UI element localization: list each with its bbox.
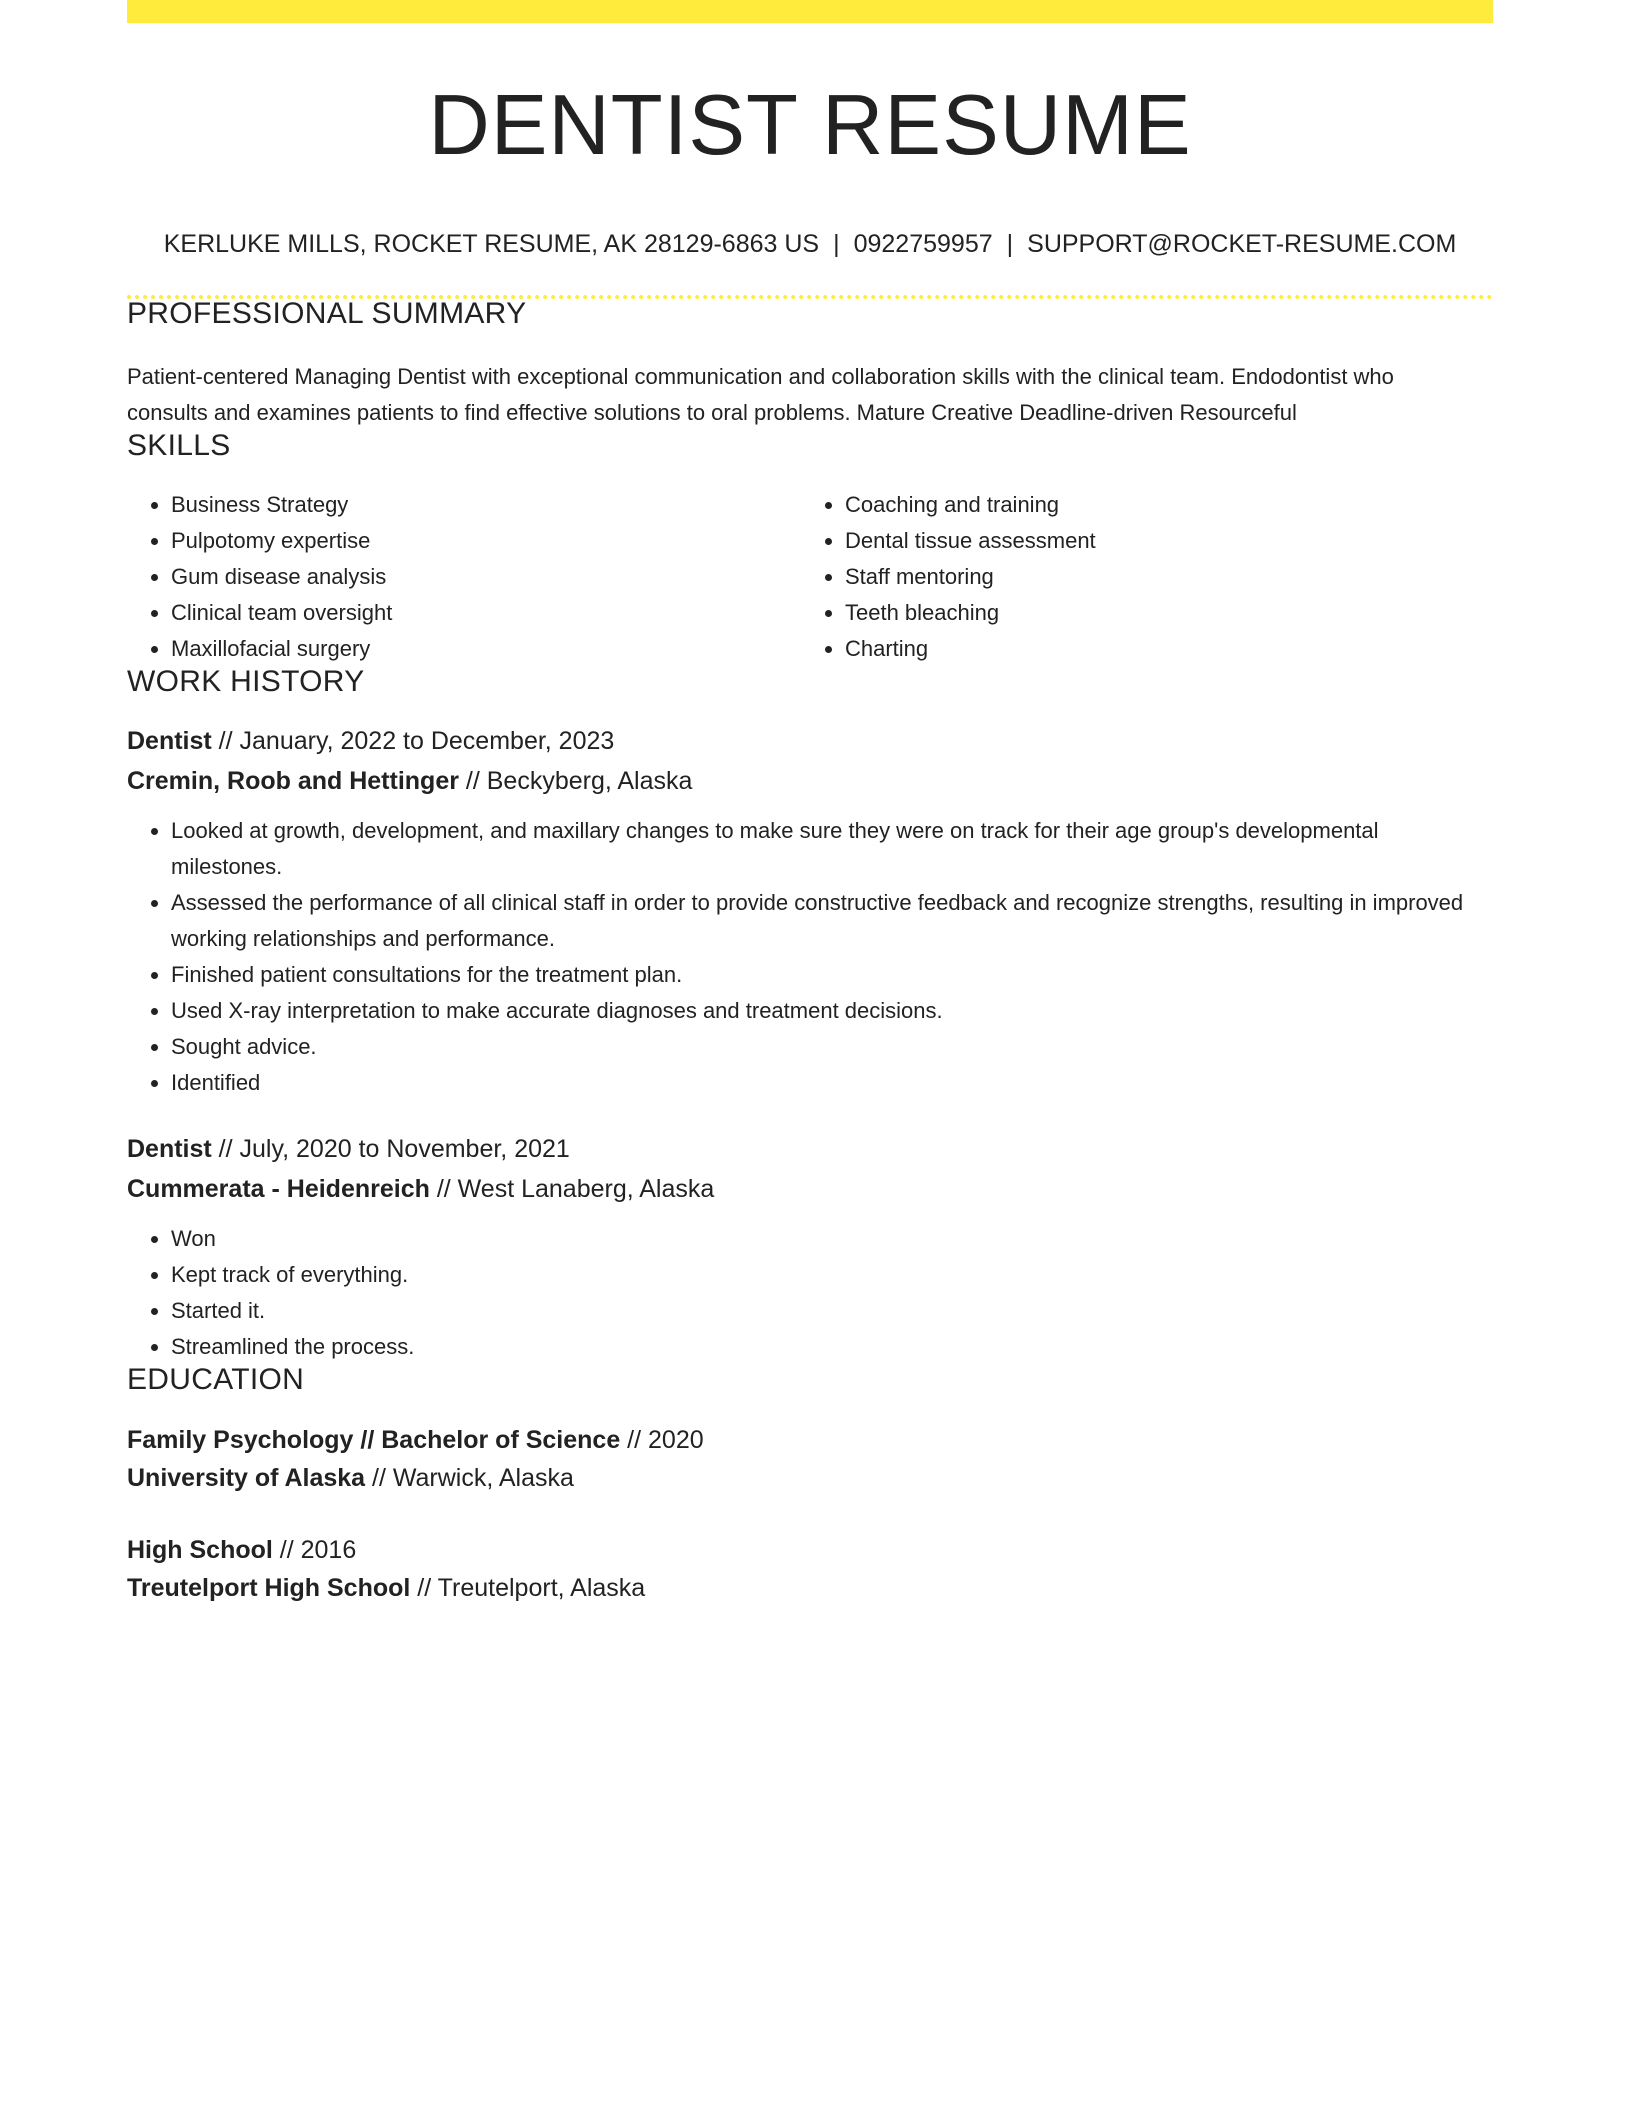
education-school: Treutelport High School [127,1574,411,1602]
education-degree: Family Psychology // Bachelor of Science [127,1426,621,1454]
job-title: Dentist [127,727,212,755]
skill-item: • Gum disease analysis [171,559,801,595]
skill-item: • Coaching and training [845,487,1475,523]
duty-item: • Finished patient consultations for the treatment plan. [171,957,1481,993]
job-title: Dentist [127,1135,212,1163]
education-entry [127,1531,1493,1607]
job-location: // Beckyberg, Alaska [458,767,693,795]
job-title-line [127,721,1493,761]
job-company-line [127,761,1493,801]
skill-item: • Teeth bleaching [845,595,1475,631]
skill-item: • Staff mentoring [845,559,1475,595]
education-degree: High School [127,1536,273,1564]
skill-item: • Dental tissue assessment [845,523,1475,559]
duty-item: • Won [171,1221,1481,1257]
skill-item: • Pulpotomy expertise [171,523,801,559]
education-entry [127,1421,1493,1497]
duty-item: • Streamlined the process. [171,1329,1481,1365]
job-company-line [127,1169,1493,1209]
skill-item: • Maxillofacial surgery [171,631,801,667]
education-degree-line [127,1531,1493,1569]
duty-item: • Sought advice. [171,1029,1481,1065]
contact-email: SUPPORT@ROCKET-RESUME.COM [1027,230,1457,258]
skills-right-list [801,487,1475,667]
education-year: // 2016 [272,1536,357,1564]
education-location: // Warwick, Alaska [365,1464,574,1492]
skill-item: • Charting [845,631,1475,667]
job-dates: // July, 2020 to November, 2021 [211,1135,570,1163]
education-school-line [127,1459,1493,1497]
summary-text: Patient-centered Managing Dentist with exceptional communication and collaboration skills with the clinical team. Endodontist who consults and examines patients to find effective solutions to oral problems. Mature Creative Deadline-driven Resourceful [127,364,1394,425]
job-duties [127,813,1481,1101]
skill-item: • Business Strategy [171,487,801,523]
top-accent-bar [127,0,1493,23]
skill-item: • Clinical team oversight [171,595,801,631]
job-company: Cremin, Roob and Hettinger [127,767,459,795]
education-heading: EDUCATION [127,1363,305,1396]
education-school: University of Alaska [127,1464,366,1492]
job-entry [127,721,1493,1101]
job-duties [127,1221,1481,1365]
contact-separator: | [833,230,840,258]
work-history-heading: WORK HISTORY [127,665,365,698]
job-title-line [127,1129,1493,1169]
duty-item: • Kept track of everything. [171,1257,1481,1293]
summary-heading: PROFESSIONAL SUMMARY [127,297,527,330]
duty-item: • Assessed the performance of all clinical staff in order to provide constructive feedback and recognize strengths, resulting in improved working relationships and performance. [171,885,1481,957]
job-company: Cummerata - Heidenreich [127,1175,430,1203]
resume-page [127,0,1493,1607]
duty-item: • Identified [171,1065,1481,1101]
education-school-line [127,1569,1493,1607]
education-degree-line [127,1421,1493,1459]
contact-line [127,232,1493,257]
skills-left-list [127,487,801,667]
skills-columns [127,487,1493,667]
contact-separator: | [1006,230,1014,258]
job-dates: // January, 2022 to December, 2023 [211,727,615,755]
duty-item: • Started it. [171,1293,1481,1329]
page-title: DENTIST RESUME [428,78,1192,173]
job-entry [127,1129,1493,1365]
contact-phone: 0922759957 [853,230,993,258]
job-location: // West Lanaberg, Alaska [429,1175,715,1203]
contact-address: KERLUKE MILLS, ROCKET RESUME, AK 28129-6863 US [163,230,820,258]
education-year: // 2020 [620,1426,704,1454]
duty-item: • Looked at growth, development, and maxillary changes to make sure they were on track for their age group's developmental milestones. [171,813,1481,885]
skills-heading: SKILLS [127,429,231,462]
education-location: // Treutelport, Alaska [410,1574,646,1602]
duty-item: • Used X-ray interpretation to make accurate diagnoses and treatment decisions. [171,993,1481,1029]
